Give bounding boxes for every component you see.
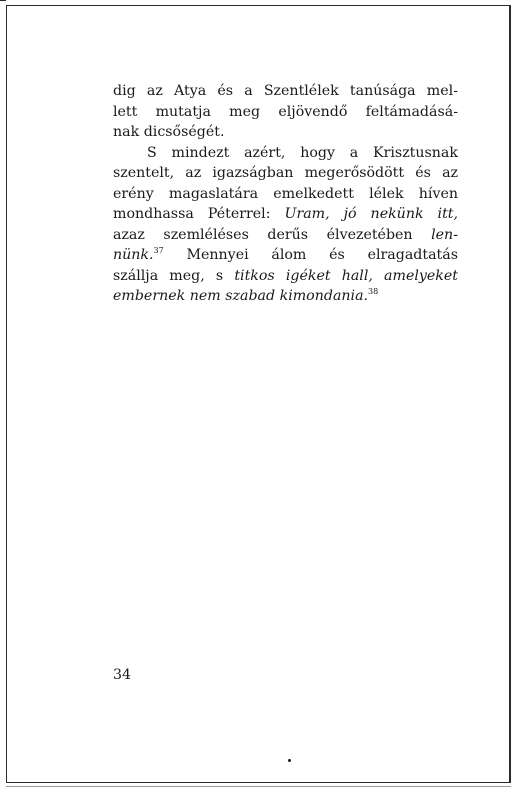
bottom-edge <box>6 786 511 787</box>
text-line <box>113 245 458 266</box>
italic-quote: embernek nem szabad kimondania. <box>113 288 369 304</box>
text-line: szentelt, az igazságban megerősödött és az <box>113 165 458 181</box>
paragraph-1 <box>113 81 458 143</box>
text-line: erény magaslatára emelkedett lélek híven <box>113 185 458 202</box>
text-line: nak dicsőségét. <box>113 124 225 140</box>
text-line: S mindezt azért, hogy a Krisztusnak <box>147 144 458 161</box>
text-line <box>113 286 458 307</box>
paragraph-2 <box>113 143 458 307</box>
text-run: mondhassa Péterrel: <box>113 206 285 222</box>
text-run: szállja meg, s <box>113 267 235 284</box>
footnote-ref-37: 37 <box>153 246 164 255</box>
italic-quote: titkos igéket hall, amelyeket <box>234 267 458 284</box>
page-number: 34 <box>113 667 132 683</box>
text-line: dig az Atya és a Szentlélek tanúsága mel- <box>113 83 458 99</box>
text-line: lett mutatja meg eljövendő feltámadásá- <box>113 103 458 120</box>
italic-quote: len- <box>431 226 458 243</box>
italic-quote: nünk. <box>113 247 154 263</box>
text-line <box>113 266 458 287</box>
text-line <box>113 204 458 225</box>
text-run: Mennyei álom és elragadtatás <box>163 247 458 263</box>
scan-edge-mark <box>0 0 6 1</box>
body-text <box>113 81 458 307</box>
footnote-ref-38: 38 <box>368 287 379 296</box>
text-run: azaz szemléléses derűs élvezetében <box>113 226 432 243</box>
text-line <box>113 225 458 246</box>
ink-dot <box>288 759 291 762</box>
italic-quote: Uram, jó nekünk itt, <box>284 206 458 222</box>
